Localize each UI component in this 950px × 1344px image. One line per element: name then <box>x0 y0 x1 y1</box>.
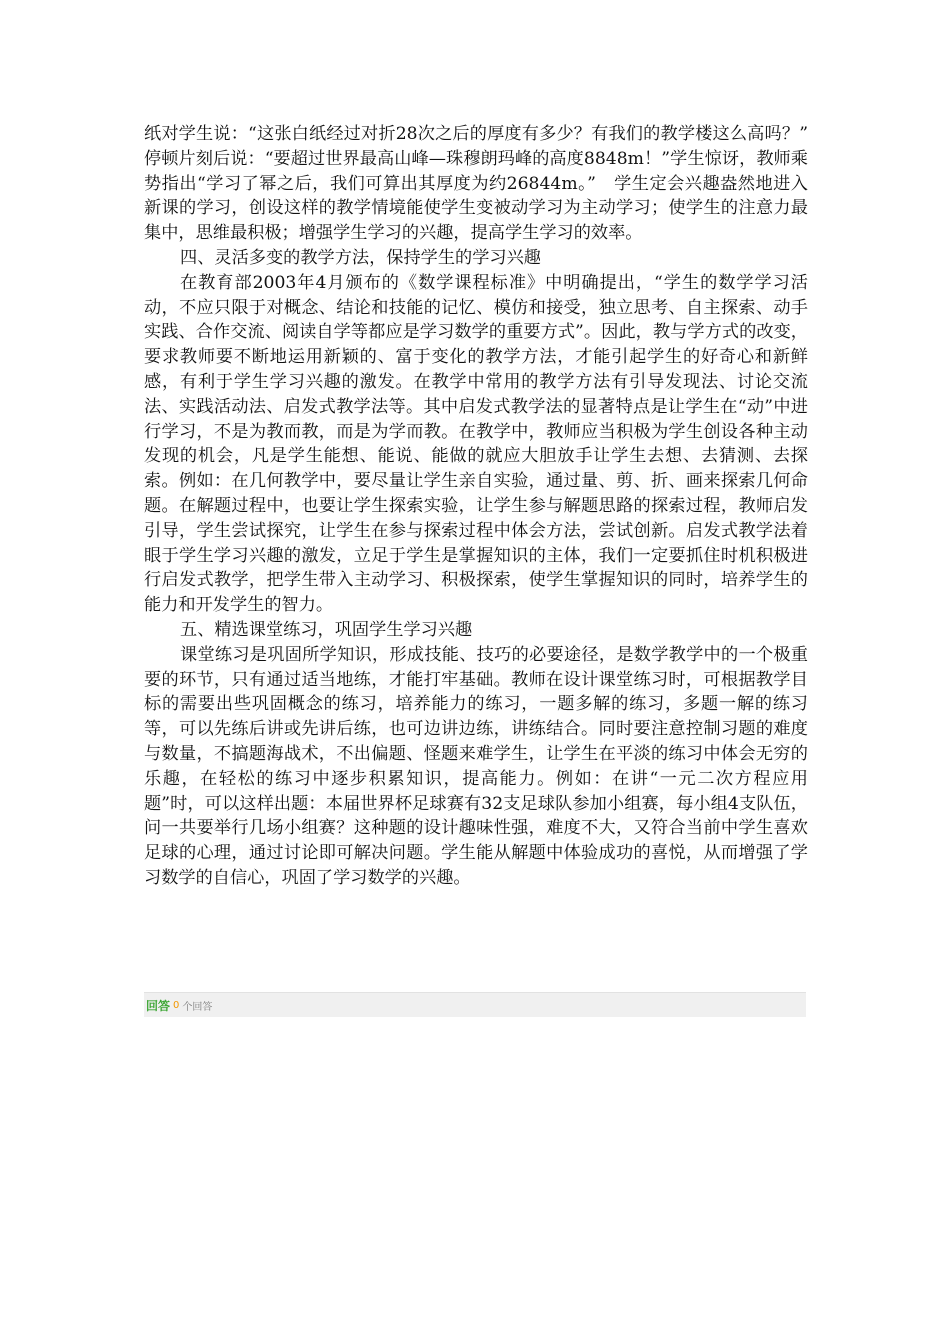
answers-label[interactable]: 回答 <box>146 998 171 1013</box>
section-heading-5: 五、精选课堂练习，巩固学生学习兴趣 <box>180 619 473 640</box>
paragraph-classroom-exercises: 课堂练习是巩固所学知识，形成技能、技巧的必要途径，是数学教学中的一个极重要的环节，只有通过适当地练，才能打牢基础。教师在设计课堂练习时，可根据教学目标的需要出些巩固概念的练习，培养能力的练习，一题多解的练习，多题一解的练习等，可以先练后讲或先讲后练，也可边讲边练，讲练结合。同时要注意控制习题的难度与数量，不搞题海战术，不出偏题、怪题来难学生，让学生在平淡的练习中体会无穷的乐趣，在轻松的练习中逐步积累知识，提高能力。例如：在讲“一元二次方程应用题”时，可以这样出题：本届世界杯足球赛有32支足球队参加小组赛，每小组4支队伍，问一共要举行几场小组赛？这种题的设计趣味性强，难度不大，又符合当前中学生喜欢足球的心理，通过讨论即可解决问题。学生能从解题中体验成功的喜悦，从而增强了学习数学的自信心，巩固了学习数学的兴趣。 <box>144 644 808 888</box>
document-body <box>144 122 826 891</box>
answers-unit: 个回答 <box>182 1001 213 1013</box>
answers-count: 0 <box>173 999 180 1011</box>
paragraph-teaching-methods: 在教育部2003年4月颁布的《数学课程标准》中明确提出，“学生的数学学习活动，不应只限于对概念、结论和技能的记忆、模仿和接受，独立思考、自主探索、动手实践、合作交流、阅读自学等都应是学习数学的重要方式”。因此，教与学方式的改变，要求教师要不断地运用新颖的、富于变化的教学方法，才能引起学生的好奇心和新鲜感，有利于学生学习兴趣的激发。在教学中常用的教学方法有引导发现法、讨论交流法、实践活动法、启发式教学法等。其中启发式教学法的显著特点是让学生在“动”中进行学习，不是为教而教，而是为学而教。在教学中，教师应当积极为学生创设各种主动发现的机会，凡是学生能想、能说、能做的就应大胆放手让学生去想、去猜测、去探索。例如：在几何教学中，要尽量让学生亲自实验，通过量、剪、折、画来探索几何命题。在解题过程中，也要让学生探索实验，让学生参与解题思路的探索过程，教师启发引导，学生尝试探究，让学生在参与探索过程中体会方法，尝试创新。启发式教学法着眼于学生学习兴趣的激发，立足于学生是掌握知识的主体，我们一定要抓住时机积极进行启发式教学，把学生带入主动学习、积极探索，使学生掌握知识的同时，培养学生的能力和开发学生的智力。 <box>144 272 808 616</box>
paragraph-intro: 纸对学生说：“这张白纸经过对折28次之后的厚度有多少？有我们的教学楼这么高吗？” 停顿片刻后说：“要超过世界最高山峰—珠穆朗玛峰的高度8848m！”学生惊讶，教师乘势指出“学习了幂之后，我们可算出其厚度为约26844m。” 学生定会兴趣盎然地进入新课的学习，创设这样的教学情境能使学生变被动学习为主动学习；使学生的注意力最集中，思维最积极；增强学生学习的兴趣，提高学生学习的效率。 <box>144 124 826 244</box>
section-heading-4: 四、灵活多变的教学方法，保持学生的学习兴趣 <box>180 247 541 268</box>
answers-bar <box>144 992 806 1017</box>
